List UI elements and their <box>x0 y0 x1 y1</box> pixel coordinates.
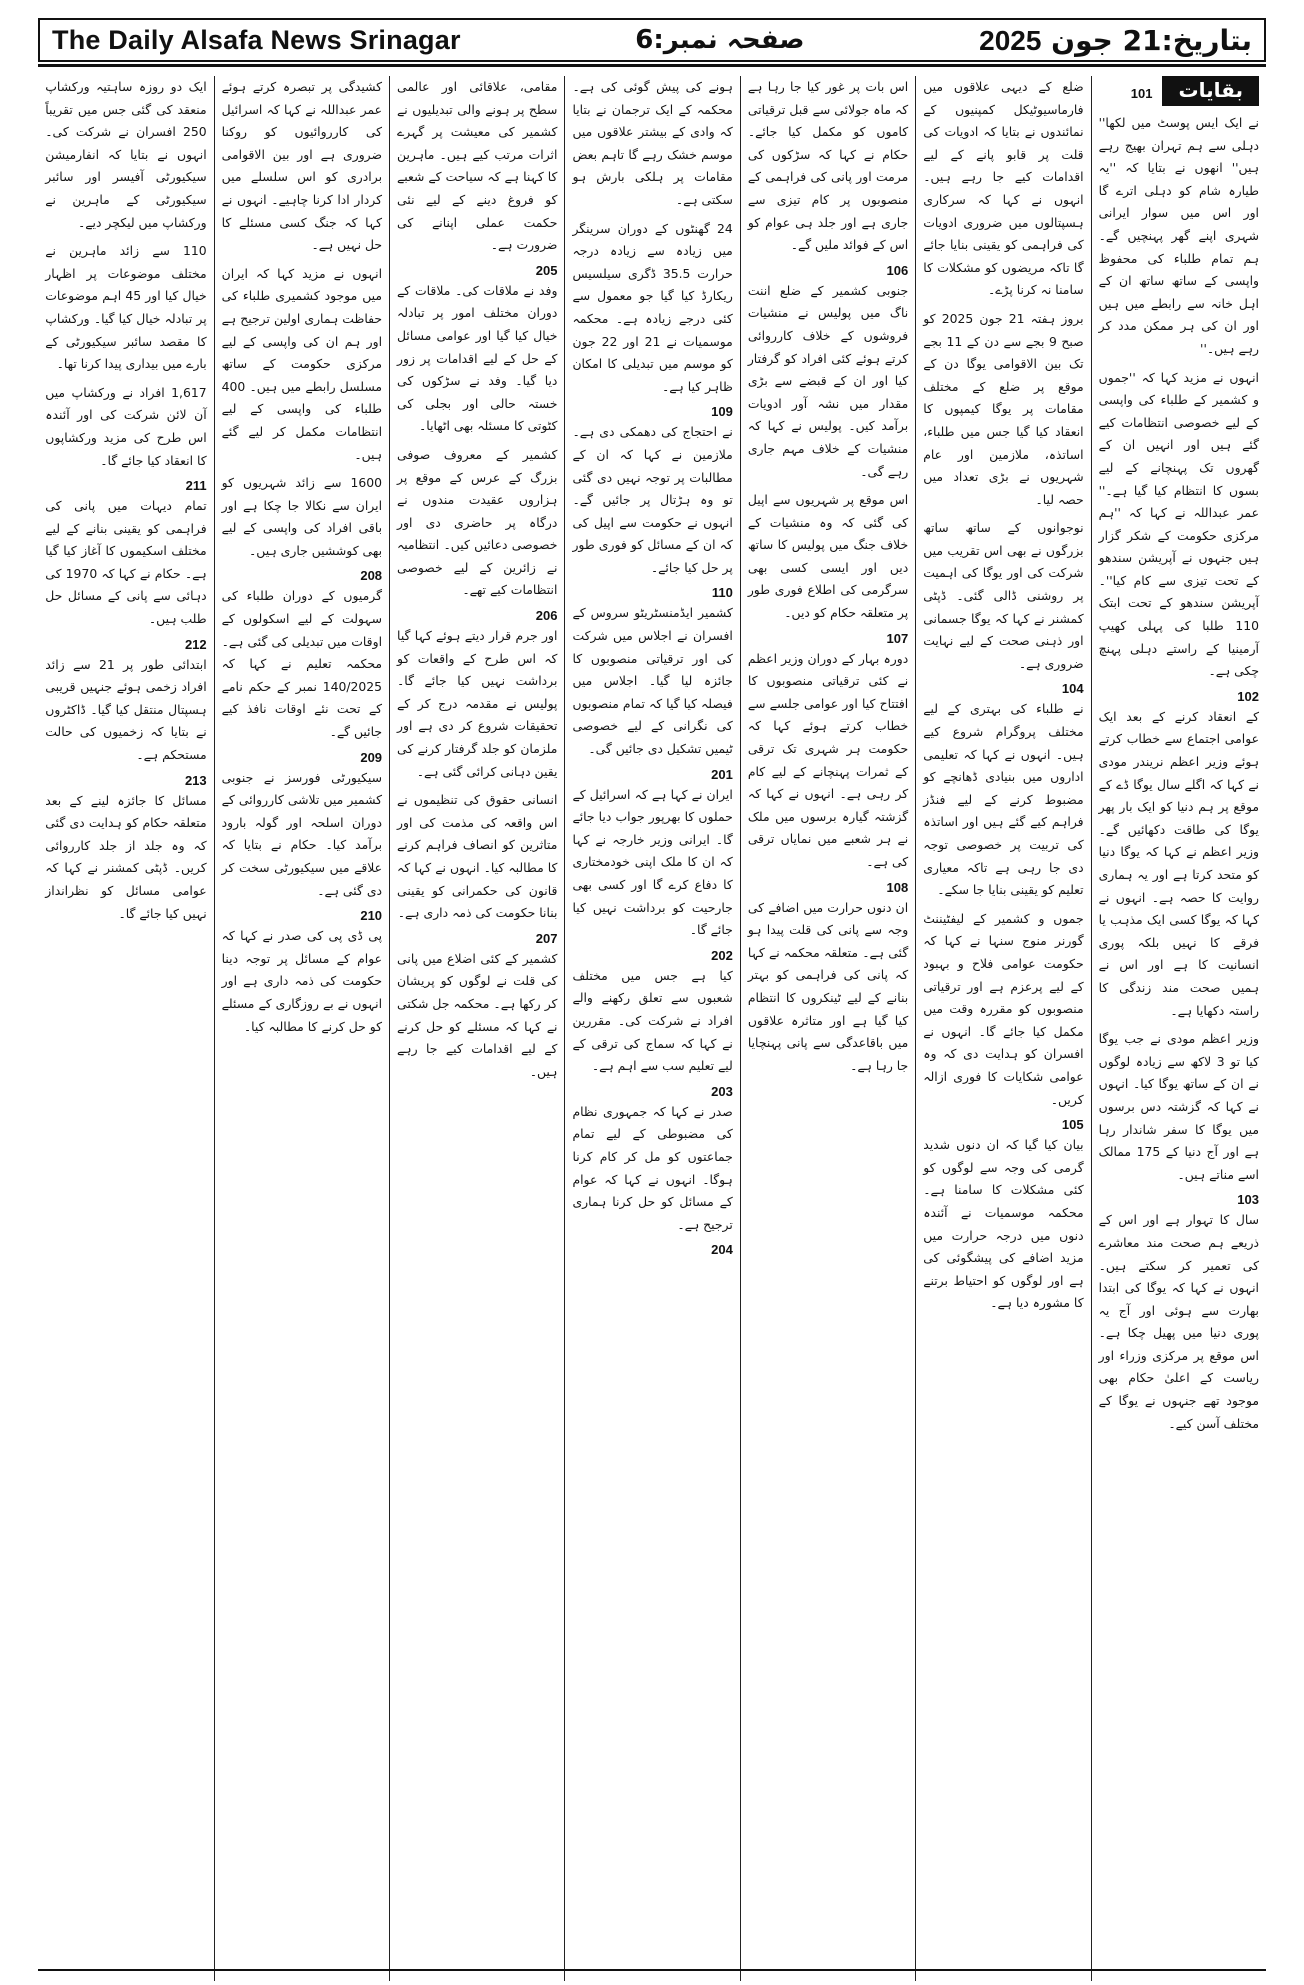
story-number: 211 <box>185 478 207 494</box>
news-column <box>214 76 389 1981</box>
story-number: 212 <box>184 636 207 652</box>
story-paragraph: کیا ہے جس میں مختلف شعبوں سے تعلق رکھنے والے افراد نے شرکت کی۔ مقررین نے کہا کہ سماج کی ترقی کے لیے تعلیم سب سے اہم ہے۔ <box>572 967 733 1074</box>
story-number: 104 <box>1061 681 1084 697</box>
story-paragraph: 1600 سے زائد شہریوں کو ایران سے نکالا جا چکا ہے اور باقی افراد کی واپسی کے لیے بھی کوششیں جاری ہیں۔ <box>221 475 383 558</box>
story-paragraph: ان دنوں حرارت میں اضافے کی وجہ سے پانی کی قلت پیدا ہو گئی ہے۔ متعلقہ محکمہ نے کہا کہ پانی کی فراہمی کو بہتر بنانے کے لیے ٹینکروں کا انتظام کیا گیا ہے اور متاثرہ علاقوں میں باقاعدگی سے پانی پہنچایا جا رہا ہے۔ <box>747 899 909 1073</box>
news-column <box>740 76 915 1981</box>
story-paragraph: انسانی حقوق کی تنظیموں نے اس واقعہ کی مذمت کی اور متاثرین کو انصاف فراہم کرنے کا مطالبہ کیا۔ انہوں نے کہا کہ قانون کی حکمرانی کو یقینی بنانا حکومت کی ذمہ داری ہے۔ <box>397 792 558 921</box>
story-paragraph: گرمیوں کے دوران طلباء کی سہولت کے لیے اسکولوں کے اوقات میں تبدیلی کی گئی ہے۔ محکمہ تعلیم نے کہا کہ 140/2025 نمبر کے حکم نامے کے تحت نئے اوقات نافذ کیے جائیں گے۔ <box>221 588 383 740</box>
story-paragraph: وزیر اعظم مودی نے جب یوگا کیا تو 3 لاکھ سے زیادہ لوگوں نے ان کے ساتھ یوگا کیا۔ انہوں نے کہا کہ گزشتہ دس برسوں میں یوگا کا سفر شاندار رہا ہے اور آج دنیا کے 175 ممالک اسے مناتے ہیں۔ <box>1098 1031 1259 1182</box>
story-number: 205 <box>535 262 558 278</box>
section-title: بقایات <box>1162 76 1259 106</box>
masthead <box>38 18 1266 62</box>
story-paragraph: جنوبی کشمیر کے ضلع اننت ناگ میں پولیس نے منشیات فروشوں کے خلاف کارروائی کرتے ہوئے کئی افراد کو گرفتار کیا اور ان کے قبضے سے بڑی مقدار میں نشہ آور ادویات برآمد کیں۔ پولیس نے کہا کہ منشیات کے خلاف مہم جاری رہے گی۔ <box>747 282 909 479</box>
story-number: 202 <box>711 947 733 963</box>
news-column <box>1091 76 1266 1981</box>
story-number: 209 <box>360 749 383 765</box>
story-paragraph: مسائل کا جائزہ لینے کے بعد متعلقہ حکام کو ہدایت دی گئی کہ وہ جلد از جلد کارروائی کریں۔ ڈپٹی کمشنر نے کہا کہ عوامی مسائل کو نظرانداز نہیں کیا جائے گا۔ <box>45 792 207 921</box>
story-number: 208 <box>360 568 383 584</box>
story-paragraph: بروز ہفتہ 21 جون 2025 کو صبح 9 بجے سے دن کے 11 بجے تک بین الاقوامی یوگا دن کے موقع پر ضلع کے مختلف مقامات پر یوگا کیمپوں کا انعقاد کیا گیا جس میں طلباء، اساتذہ، ملازمین اور عام شہریوں نے بڑی تعداد میں حصہ لیا۔ <box>923 310 1084 507</box>
masthead-rule <box>38 64 1266 67</box>
story-paragraph: کشمیر کے کئی اضلاع میں پانی کی قلت نے لوگوں کو پریشان کر رکھا ہے۔ محکمہ جل شکتی نے کہا کہ مسئلے کو حل کرنے کے لیے اقدامات کیے جا رہے ہیں۔ <box>397 950 558 1079</box>
story-number: 213 <box>184 772 207 788</box>
story-paragraph: انہوں نے مزید کہا کہ ایران میں موجود کشمیری طلباء کی حفاظت ہماری اولین ترجیح ہے اور ہم ان کی واپسی کے لیے مرکزی حکومت کے ساتھ مسلسل رابطے میں ہیں۔ 400 طلباء کی واپسی کے لیے انتظامات مکمل کر لیے گئے ہیں۔ <box>221 265 383 462</box>
story-paragraph: اس موقع پر شہریوں سے اپیل کی گئی کہ وہ منشیات کے خلاف جنگ میں پولیس کا ساتھ دیں اور ایسی کسی بھی سرگرمی کی اطلاع فوری طور پر متعلقہ حکام کو دیں۔ <box>747 492 909 621</box>
story-paragraph: نے احتجاج کی دھمکی دی ہے۔ ملازمین نے کہا کہ ان کے مطالبات پر توجہ نہیں دی گئی تو وہ ہڑتال پر جائیں گے۔ انہوں نے حکومت سے اپیل کی کہ ان کے مسائل کو فوری طور پر حل کیا جائے۔ <box>572 424 733 575</box>
paper-name: The Daily Alsafa News Srinagar <box>52 24 461 55</box>
story-paragraph: انہوں نے مزید کہا کہ ''جموں و کشمیر کے طلباء کی واپسی کے لیے خصوصی انتظامات کیے گئے ہیں اور انہیں ان کے گھروں تک پہنچانے کے لیے بسوں کا انتظام کیا گیا ہے۔'' عمر عبداللہ نے کہا کہ ''ہم مرکزی حکومت کے شکر گزار ہیں جنہوں نے آپریشن سندھو کے تحت تیزی سے کام کیا''۔ آپریشن سندھو کے تحت ابتک 110 طلبا کی پہلی کھیپ آرمینیا کے راستے دہلی پہنچ چکی ہے۔ <box>1098 369 1259 679</box>
news-column <box>564 76 739 1981</box>
story-number: 103 <box>1237 1192 1259 1208</box>
issue-date <box>979 24 1252 57</box>
story-paragraph: 110 سے زائد ماہرین نے مختلف موضوعات پر اظہار خیال کیا اور 45 اہم موضوعات پر تبادلہ خیال کیا گیا۔ ورکشاپ کا مقصد سائبر سیکیورٹی کے بارے میں بیداری پیدا کرنا تھا۔ <box>45 243 207 372</box>
story-paragraph: جموں و کشمیر کے لیفٹیننٹ گورنر منوج سنہا نے کہا کہ حکومت عوامی فلاح و بہبود کے لیے پرعزم ہے اور ترقیاتی منصوبوں کو مقررہ وقت میں مکمل کیا جائے گا۔ انہوں نے افسران کو ہدایت دی کہ وہ عوامی شکایات کا فوری ازالہ کریں۔ <box>923 910 1084 1107</box>
story-paragraph: اس بات پر غور کیا جا رہا ہے کہ ماہ جولائی سے قبل ترقیاتی کاموں کو مکمل کیا جائے۔ حکام نے کہا کہ سڑکوں کی مرمت اور پانی کی فراہمی کے منصوبوں پر کام تیزی سے جاری ہے اور جلد ہی عوام کو اس کے فوائد ملیں گے۔ <box>747 79 909 253</box>
story-number: 105 <box>1061 1117 1084 1133</box>
story-paragraph: ابتدائی طور پر 21 سے زائد افراد زخمی ہوئے جنہیں قریبی ہسپتال منتقل کیا گیا۔ ڈاکٹروں نے بتایا کہ زخمیوں کی حالت مستحکم ہے۔ <box>45 656 207 763</box>
story-number: 106 <box>886 262 909 278</box>
story-paragraph: کشمیر ایڈمنسٹریٹو سروس کے افسران نے اجلاس میں شرکت کی اور ترقیاتی منصوبوں کا جائزہ لیا گیا۔ اجلاس میں فیصلہ کیا گیا کہ تمام منصوبوں کی نگرانی کے لیے خصوصی ٹیمیں تشکیل دی جائیں گی۔ <box>572 605 733 757</box>
page-number: صفحہ نمبر:6 <box>635 25 805 55</box>
story-number: 206 <box>535 608 558 624</box>
date-text: بتاریخ:21 جون <box>1051 23 1252 57</box>
story-paragraph: سیکیورٹی فورسز نے جنوبی کشمیر میں تلاشی کارروائی کے دوران اسلحہ اور گولہ بارود برآمد کیا۔ حکام نے بتایا کہ علاقے میں سیکیورٹی سخت کر دی گئی ہے۔ <box>221 769 383 898</box>
story-paragraph: 24 گھنٹوں کے دوران سرینگر میں زیادہ سے زیادہ درجہ حرارت 35.5 ڈگری سیلسیس ریکارڈ کیا گیا جو معمول سے کئی درجے زیادہ ہے۔ محکمہ موسمیات نے 21 اور 22 جون کو موسم میں تبدیلی کا امکان ظاہر کیا ہے۔ <box>572 220 733 394</box>
news-column <box>38 76 213 1981</box>
story-paragraph: کشمیر کے معروف صوفی بزرگ کے عرس کے موقع پر ہزاروں عقیدت مندوں نے درگاہ پر حاضری دی اور خصوصی دعائیں کیں۔ انتظامیہ نے زائرین کے لیے خصوصی انتظامات کیے تھے۔ <box>397 446 558 598</box>
bottom-rule <box>38 1969 1266 1971</box>
story-paragraph: سال کا تہوار ہے اور اس کے ذریعے ہم صحت مند معاشرے کی تعمیر کر سکتے ہیں۔ انہوں نے کہا کہ یوگا کی ابتدا بھارت سے ہوئی اور آج یہ پوری دنیا میں پھیل چکا ہے۔ اس موقع پر مرکزی وزراء اور ریاست کے اعلیٰ حکام بھی موجود تھے جنہوں نے یوگا کے مختلف آسن کیے۔ <box>1098 1212 1259 1431</box>
story-paragraph: 1,617 افراد نے ورکشاپ میں آن لائن شرکت کی اور آئندہ اس طرح کی مزید ورکشاپوں کا انعقاد کیا جائے گا۔ <box>45 384 207 468</box>
story-paragraph: ضلع کے دیہی علاقوں میں فارماسیوٹیکل کمپنیوں کے نمائندوں نے بتایا کہ ادویات کی قلت پر قابو پانے کے لیے اقدامات کیے جا رہے ہیں۔ انہوں نے کہا کہ سرکاری ہسپتالوں میں ضروری ادویات کی فراہمی کو یقینی بنایا جائے گا تاکہ مریضوں کو مشکلات کا سامنا نہ کرنا پڑے۔ <box>923 79 1084 298</box>
story-number: 207 <box>535 930 558 946</box>
story-number: 109 <box>711 404 733 420</box>
story-paragraph: پی ڈی پی کی صدر نے کہا کہ عوام کے مسائل پر توجہ دینا حکومت کی ذمہ داری ہے اور انہوں نے بے روزگاری کے مسئلے کو حل کرنے کا مطالبہ کیا۔ <box>221 928 383 1034</box>
story-paragraph: اور جرم قرار دیتے ہوئے کہا گیا کہ اس طرح کے واقعات کو برداشت نہیں کیا جائے گا۔ پولیس نے مقدمہ درج کر کے تحقیقات شروع کر دی ہے اور ملزمان کو جلد گرفتار کرنے کی یقین دہانی کرائی گئی ہے۔ <box>397 628 558 779</box>
story-paragraph: کشیدگی پر تبصرہ کرتے ہوئے عمر عبداللہ نے کہا کہ اسرائیل کی کارروائیوں کو روکنا ضروری ہے اور بین الاقوامی برادری کو اس سلسلے میں کردار ادا کرنا چاہیے۔ انہوں نے کہا کہ جنگ کسی مسئلے کا حل نہیں ہے۔ <box>221 79 383 253</box>
story-paragraph: نے ایک ایس پوسٹ میں لکھا'' دہلی سے ہم تہران بھیج رہے ہیں'' انھوں نے بتایا کہ ''یہ طیارہ شام کو دہلی اترے گا اور اس میں سوار ایرانی شہری اپنے گھر پہنچیں گے۔ ہم تمام طلباء کی محفوظ واپسی کے ساتھ ساتھ ان کے اہل خانہ سے رابطے میں ہیں اور ان کی ہر ممکن مدد کر رہے ہیں۔'' <box>1098 115 1259 356</box>
story-paragraph: مقامی، علاقائی اور عالمی سطح پر ہونے والی تبدیلیوں نے کشمیر کی معیشت پر گہرے اثرات مرتب کیے ہیں۔ ماہرین کا کہنا ہے کہ سیاحت کے شعبے کو فروغ دینے کے لیے نئی حکمت عملی اپنانے کی ضرورت ہے۔ <box>397 79 558 253</box>
story-paragraph: ہونے کی پیش گوئی کی ہے۔ محکمہ کے ایک ترجمان نے بتایا کہ وادی کے بیشتر علاقوں میں موسم خشک رہے گا تاہم بعض مقامات پر ہلکی بارش ہو سکتی ہے۔ <box>572 79 733 207</box>
story-number: 102 <box>1237 688 1259 704</box>
story-number: 101 <box>1130 85 1153 101</box>
story-number: 108 <box>886 879 909 895</box>
story-paragraph: نے طلباء کی بہتری کے لیے مختلف پروگرام شروع کیے ہیں۔ انہوں نے کہا کہ تعلیمی اداروں میں بنیادی ڈھانچے کو مضبوط کرنے کے لیے فنڈز فراہم کیے گئے ہیں اور اساتذہ کی تربیت پر خصوصی توجہ دی جا رہی ہے تاکہ معیاری تعلیم کو یقینی بنایا جا سکے۔ <box>923 701 1084 898</box>
story-paragraph: وفد نے ملاقات کی۔ ملاقات کے دوران مختلف امور پر تبادلہ خیال کیا گیا اور عوامی مسائل کے حل کے لیے اقدامات پر زور دیا گیا۔ وفد نے سڑکوں کی خستہ حالی اور بجلی کی کٹوتی کا مسئلہ بھی اٹھایا۔ <box>397 282 558 434</box>
story-paragraph: تمام دیہات میں پانی کی فراہمی کو یقینی بنانے کے لیے مختلف اسکیموں کا آغاز کیا گیا ہے۔ حکام نے کہا کہ 1970 کی دہائی سے پانی کے مسائل حل طلب ہیں۔ <box>45 498 207 627</box>
story-paragraph: ایک دو روزہ ساہتیہ ورکشاپ منعقد کی گئی جس میں تقریباً 250 افسران نے شرکت کی۔ انہوں نے بتایا کہ انفارمیشن سیکیورٹی آفیسر اور سائبر سیکیورٹی کے ماہرین نے ورکشاپ میں لیکچر دیے۔ <box>45 79 207 230</box>
news-column <box>915 76 1090 1981</box>
story-number: 204 <box>711 1242 733 1258</box>
story-paragraph: نوجوانوں کے ساتھ ساتھ بزرگوں نے بھی اس تقریب میں شرکت کی اور یوگا کی اہمیت پر روشنی ڈالی گئی۔ ڈپٹی کمشنر نے کہا کہ یوگا جسمانی اور ذہنی صحت کے لیے نہایت ضروری ہے۔ <box>923 520 1084 671</box>
story-number: 201 <box>711 766 733 782</box>
story-paragraph: دورہ بہار کے دوران وزیر اعظم نے کئی ترقیاتی منصوبوں کا افتتاح کیا اور عوامی جلسے سے خطاب کرتے ہوئے کہا کہ حکومت ہر شہری تک ترقی کے ثمرات پہنچانے کے لیے کام کر رہی ہے۔ انہوں نے کہا کہ گزشتہ گیارہ برسوں میں ملک نے ہر شعبے میں نمایاں ترقی کی ہے۔ <box>747 650 909 869</box>
news-column <box>389 76 564 1981</box>
story-paragraph: بیان کیا گیا کہ ان دنوں شدید گرمی کی وجہ سے لوگوں کو کئی مشکلات کا سامنا ہے۔ محکمہ موسمیات نے آئندہ دنوں میں درجہ حرارت میں مزید اضافے کی پیشگوئی کی ہے اور لوگوں کو احتیاط برتنے کا مشورہ دیا ہے۔ <box>923 1137 1084 1311</box>
story-number: 203 <box>711 1083 733 1099</box>
date-year: 2025 <box>979 24 1042 56</box>
columns-area <box>38 76 1266 1981</box>
section-header <box>1099 76 1259 110</box>
story-paragraph: ایران نے کہا ہے کہ اسرائیل کے حملوں کا بھرپور جواب دیا جائے گا۔ ایرانی وزیر خارجہ نے کہا کہ ان کا ملک اپنی خودمختاری کا دفاع کرے گا اور کسی بھی جارحیت کو برداشت نہیں کیا جائے گا۔ <box>572 786 733 938</box>
story-number: 210 <box>360 908 383 924</box>
story-number: 110 <box>711 585 733 601</box>
story-number: 107 <box>886 630 909 646</box>
story-paragraph: کے انعقاد کرنے کے بعد ایک عوامی اجتماع سے خطاب کرتے ہوئے وزیر اعظم نریندر مودی نے کہا کہ اگلے سال یوگا ڈے کے موقع پر ہم دنیا کو ایک بار پھر یوگا کی طاقت دکھائیں گے۔ وزیر اعظم نے کہا کہ یوگا دنیا کو متحد کرتا ہے اور یہ ہماری روایت کا حصہ ہے۔ انہوں نے کہا کہ یوگا کسی ایک مذہب یا فرقے کا نہیں بلکہ پوری انسانیت کا ہے اور اس نے ہمیں صحت مند زندگی کا راستہ دکھایا ہے۔ <box>1098 708 1259 1018</box>
story-paragraph: صدر نے کہا کہ جمہوری نظام کی مضبوطی کے لیے تمام جماعتوں کو مل کر کام کرنا ہوگا۔ انہوں نے کہا کہ عوام کے مسائل کو حل کرنا ہماری ترجیح ہے۔ <box>572 1103 733 1232</box>
